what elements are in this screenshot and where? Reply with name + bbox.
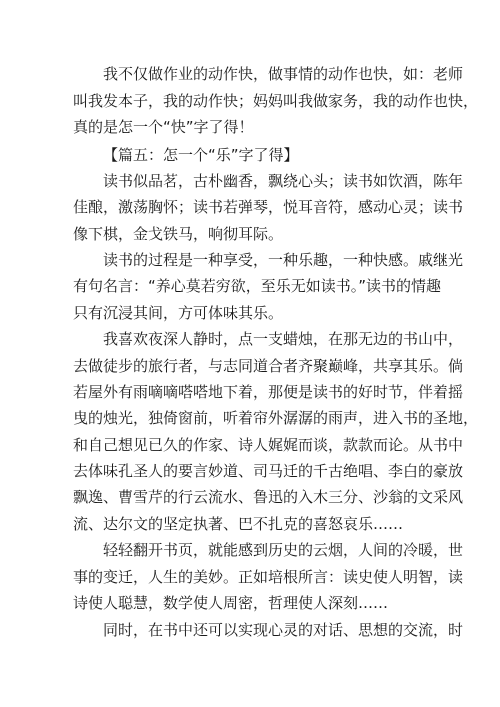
paragraph-2-line-1: 读书似品茗，古朴幽香，飘绕心头；读书如饮酒，陈年: [103, 172, 464, 190]
paragraph-4-line-6: 去体味孔圣人的要言妙道、司马迁的千古绝唱、李白的豪放: [73, 462, 464, 480]
paragraph-3-line-2: 有句名言：“养心莫若穷欲，至乐无如读书。”读书的情趣: [73, 277, 442, 295]
paragraph-5-line-2: 事的变迁，人生的美妙。正如培根所言：读史使人明智，读: [73, 568, 464, 586]
paragraph-4-line-3: 若屋外有雨嘀嘀嗒嗒地下着，那便是读书的好时节，伴着摇: [73, 383, 464, 401]
paragraph-4-line-2: 去做徒步的旅行者，与志同道合者齐聚巅峰，共享其乐。倘: [73, 357, 464, 375]
paragraph-4-line-5: 和自己想见已久的作家、诗人娓娓而谈，款款而论。从书中: [73, 436, 464, 454]
paragraph-2-line-3: 像下棋，金戈铁马，响彻耳际。: [73, 225, 284, 243]
paragraph-4-line-8: 流、达尔文的坚定执著、巴不扎克的喜怒哀乐……: [73, 515, 404, 533]
paragraph-4-line-1: 我喜欢夜深人静时，点一支蜡烛，在那无边的书山中，: [103, 330, 464, 348]
paragraph-5-line-1: 轻轻翻开书页，就能感到历史的云烟，人间的冷暖，世: [103, 541, 464, 559]
section-heading: 【篇五：怎一个“乐”字了得】: [103, 146, 299, 164]
paragraph-1-line-1: 我不仅做作业的动作快，做事情的动作也快，如：老师: [103, 65, 464, 83]
paragraph-1-line-3: 真的是怎一个“快”字了得！: [73, 118, 254, 136]
paragraph-3-line-1: 读书的过程是一种享受，一种乐趣，一种快感。戚继光: [103, 251, 464, 269]
paragraph-4-line-7: 飘逸、曹雪芹的行云流水、鲁迅的入木三分、沙翁的文采风: [73, 488, 464, 506]
paragraph-6-line-1: 同时，在书中还可以实现心灵的对话、思想的交流，时: [103, 621, 464, 639]
paragraph-1-line-2: 叫我发本子，我的动作快；妈妈叫我做家务，我的动作也快，: [73, 92, 479, 110]
paragraph-5-line-3: 诗使人聪慧，数学使人周密，哲理使人深刻……: [73, 594, 389, 612]
paragraph-3-line-3: 只有沉浸其间，方可体味其乐。: [73, 304, 284, 322]
paragraph-4-line-4: 曳的烛光，独倚窗前，听着帘外潺潺的雨声，进入书的圣地，: [73, 409, 479, 427]
paragraph-2-line-2: 佳酿，激荡胸怀；读书若弹琴，悦耳音符，感动心灵；读书: [73, 198, 464, 216]
